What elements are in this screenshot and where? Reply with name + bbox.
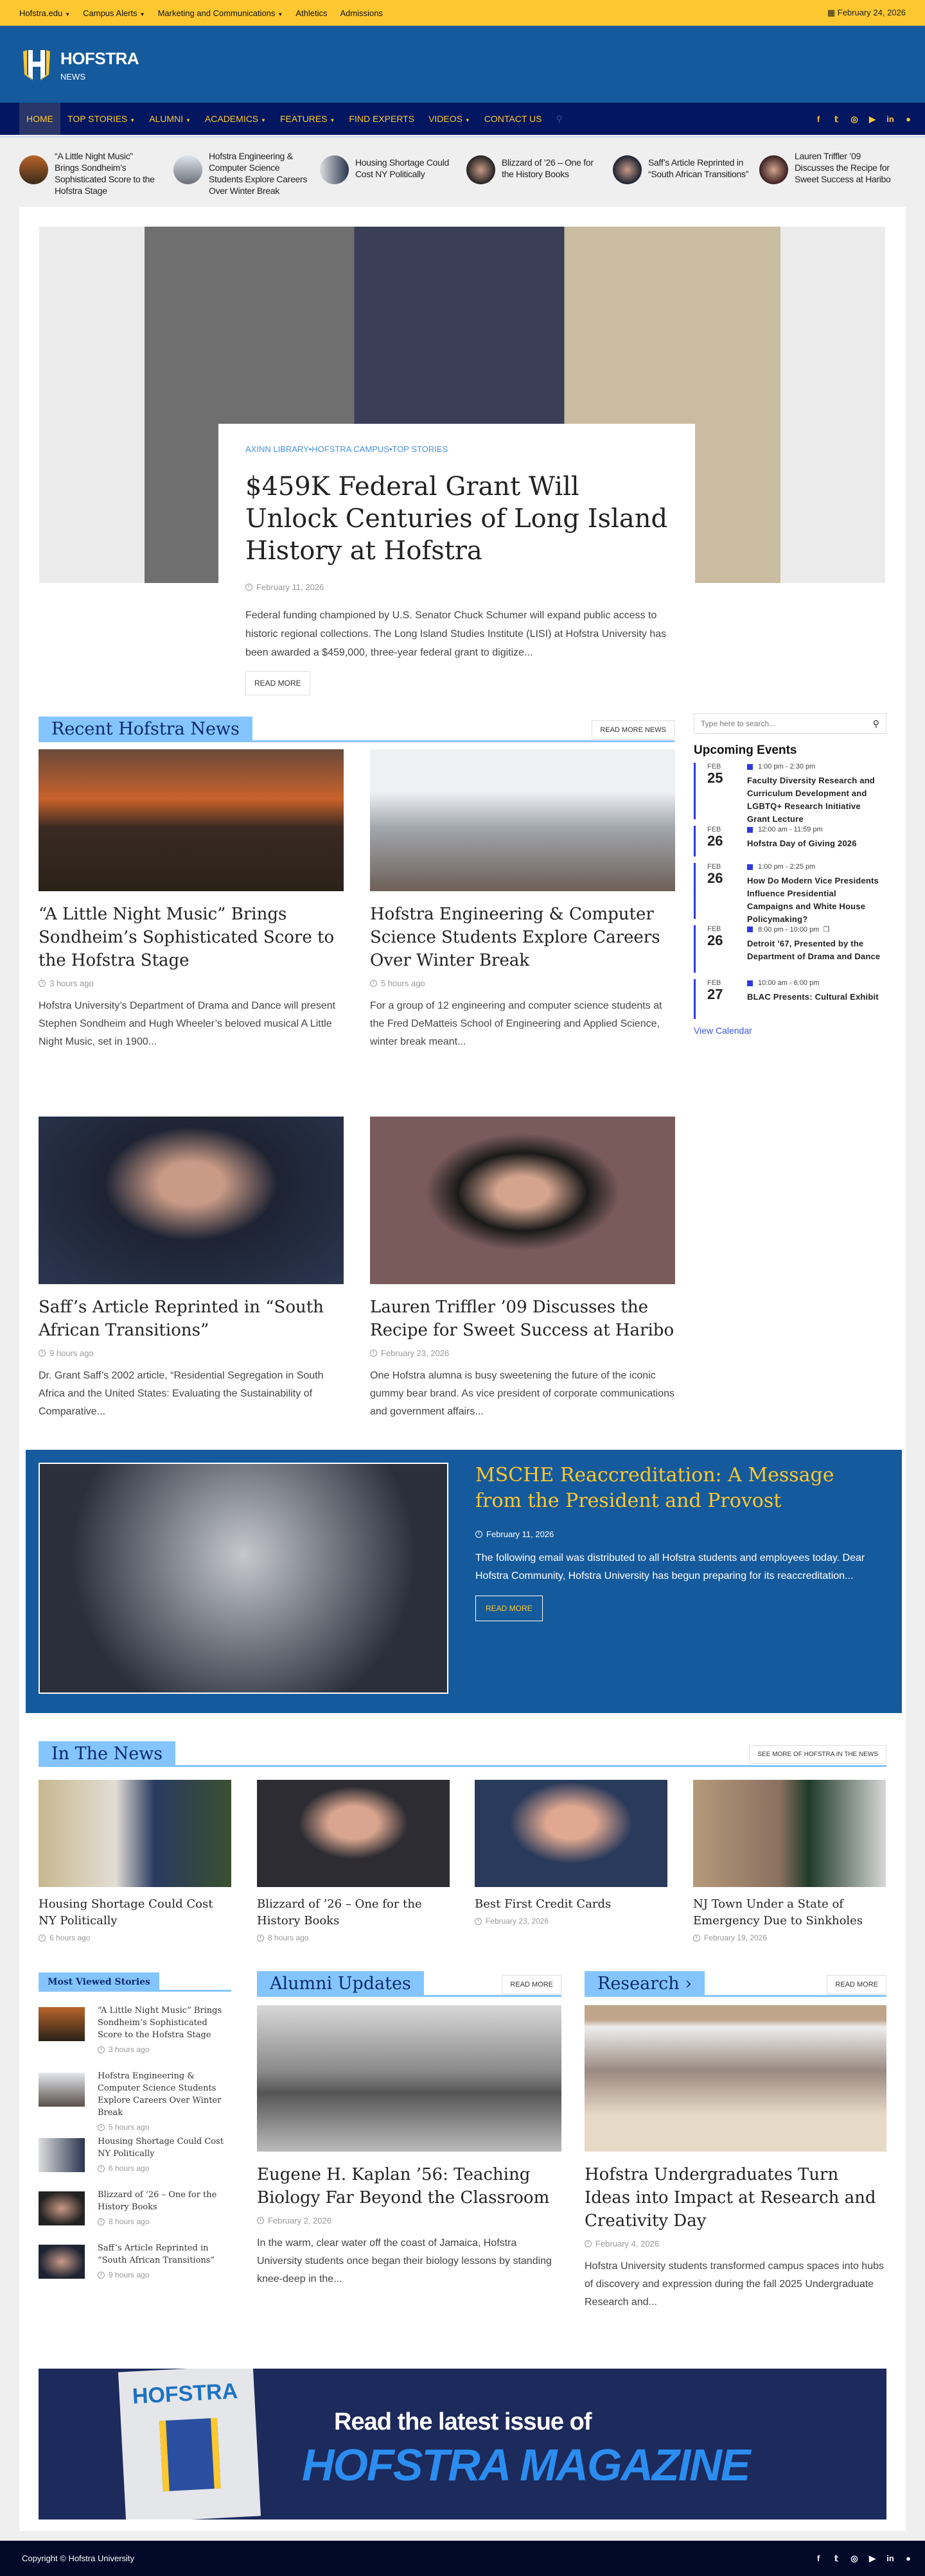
- facebook-icon[interactable]: f: [816, 2554, 820, 2563]
- flickr-icon[interactable]: ●: [906, 2554, 911, 2563]
- section-title: In The News: [39, 1741, 175, 1767]
- utility-bar: [0, 0, 925, 26]
- clock-icon: [585, 2240, 592, 2247]
- mention-time: February 23, 2026: [486, 1917, 549, 1926]
- item-title[interactable]: “A Little Night Music” Brings Sondheim’s Sophisticated Score to the Hofstra Stage: [98, 2006, 222, 2040]
- alumni-read-more-button[interactable]: READ MORE: [502, 1975, 561, 1994]
- twitter-icon[interactable]: 𝕥: [834, 114, 839, 124]
- nav-alumni[interactable]: [142, 103, 198, 135]
- mention-title[interactable]: Best First Credit Cards: [475, 1897, 612, 1911]
- link-label: Marketing and Communications: [157, 8, 276, 18]
- ticker-title: Hofstra Engineering & Computer Science Students Explore Careers Over Winter Break: [209, 151, 308, 196]
- mention-image: [257, 1780, 450, 1887]
- news-card[interactable]: [370, 1117, 675, 1421]
- card-title[interactable]: Lauren Triffler ’09 Discusses the Recipe for Sweet Success at Haribo: [370, 1298, 674, 1340]
- clock-icon: [693, 1935, 700, 1942]
- caret-down-icon: ▼: [185, 117, 191, 123]
- hero-excerpt: Federal funding championed by U.S. Senator Chuck Schumer will expand public access to historic regional collections. The Long Island Studies Institute (LISI) at Hofstra University has been awarded a $459,000, three-year federal grant to digitize...: [245, 610, 667, 658]
- item-thumbnail: [39, 2138, 85, 2172]
- mention-meta: [257, 1933, 450, 1942]
- card-meta: [39, 1348, 344, 1358]
- clock-icon: [98, 2165, 105, 2172]
- card-image: [39, 749, 344, 891]
- card-title[interactable]: Saff’s Article Reprinted in “South African Transitions”: [39, 1298, 324, 1340]
- card-time: 9 hours ago: [49, 1348, 94, 1358]
- social-links: [813, 114, 913, 125]
- topbar-link-admissions[interactable]: Admissions: [340, 8, 383, 18]
- link-label: Campus Alerts: [83, 8, 137, 18]
- ticker-thumbnail: [613, 155, 642, 184]
- event-month: FEB: [707, 826, 721, 833]
- card-meta: [370, 979, 675, 988]
- search-icon[interactable]: ⚲: [872, 718, 879, 729]
- topbar-link-athletics[interactable]: Athletics: [295, 8, 328, 18]
- nav-top-stories[interactable]: [60, 103, 142, 135]
- item-thumbnail: [39, 2007, 85, 2041]
- card-meta: [585, 2239, 886, 2249]
- card-image: [370, 1117, 675, 1284]
- event-month: FEB: [707, 925, 721, 933]
- mention-meta: [693, 1933, 886, 1942]
- card-time: 3 hours ago: [49, 979, 94, 988]
- ticker-thumbnail: [759, 155, 788, 184]
- event-day: 25: [707, 770, 723, 786]
- item-meta: [98, 2270, 231, 2279]
- ticker-item[interactable]: [173, 150, 320, 200]
- ticker-title: Housing Shortage Could Cost NY Politically: [355, 157, 449, 179]
- mention-title[interactable]: Blizzard of ’26 – One for the History Books: [257, 1897, 422, 1928]
- youtube-icon[interactable]: ▶: [869, 2554, 876, 2563]
- card-title[interactable]: Eugene H. Kaplan ’56: Teaching Biology Far Beyond the Classroom: [257, 2165, 550, 2207]
- clock-icon: [475, 1531, 482, 1538]
- mention-time: 8 hours ago: [268, 1933, 309, 1942]
- feature-read-more-button[interactable]: READ MORE: [475, 1596, 543, 1621]
- card-excerpt: Dr. Grant Saff’s 2002 article, “Residential Segregation in South Africa and the United States: Evaluating the Sustainability of Comparative...: [39, 1370, 324, 1417]
- item-meta: [98, 2217, 231, 2226]
- card-image: [257, 2005, 561, 2152]
- hero-meta: [245, 582, 668, 592]
- cover-title: HOFSTRA: [132, 2378, 239, 2409]
- ticker-item[interactable]: [759, 150, 906, 200]
- clock-icon: [98, 2046, 105, 2053]
- ticker-title: “A Little Night Music” Brings Sondheim’s Sophisticated Score to the Hofstra Stage: [55, 151, 155, 196]
- clock-icon: [370, 1350, 377, 1357]
- featured-article-band: [26, 1450, 902, 1713]
- most-viewed-item[interactable]: [39, 2189, 231, 2226]
- hofstra-shield-icon: [159, 2418, 221, 2492]
- card-excerpt: In the warm, clear water off the coast of Jamaica, Hofstra University students once began their biology lessons by standing knee-deep in the...: [257, 2238, 552, 2284]
- event-item[interactable]: [694, 925, 886, 973]
- card-excerpt: One Hofstra alumna is busy sweetening the future of the iconic gummy bear brand. As vice president of corporate communications and government affairs...: [370, 1370, 675, 1417]
- recent-news-header: [39, 717, 674, 742]
- item-time: 9 hours ago: [109, 2270, 150, 2279]
- banner-line2: HOFSTRA MAGAZINE: [302, 2440, 750, 2490]
- event-time: 1:00 pm - 2:25 pm: [758, 863, 816, 871]
- nav-find-experts[interactable]: FIND EXPERTS: [349, 114, 415, 124]
- upcoming-events-heading: Upcoming Events: [694, 744, 797, 757]
- caret-down-icon: ▼: [278, 11, 283, 17]
- nav-label: FEATURES: [279, 114, 328, 124]
- card-date: February 2, 2026: [268, 2216, 332, 2225]
- nav-label: ACADEMICS: [204, 114, 259, 124]
- clock-icon: [98, 2124, 105, 2131]
- news-card[interactable]: [370, 749, 675, 1051]
- card-title[interactable]: Hofstra Engineering & Computer Science Students Explore Careers Over Winter Break: [370, 905, 660, 970]
- clock-icon: [39, 1350, 46, 1357]
- event-name[interactable]: BLAC Presents: Cultural Exhibit: [747, 992, 879, 1002]
- event-day: 26: [707, 932, 723, 948]
- facebook-icon[interactable]: f: [816, 114, 820, 124]
- instagram-icon[interactable]: ◎: [850, 114, 858, 124]
- card-meta: [39, 979, 344, 988]
- view-calendar-link[interactable]: View Calendar: [694, 1025, 752, 1036]
- mention-image: [39, 1780, 231, 1887]
- flag-icon: [747, 980, 753, 986]
- card-title[interactable]: “A Little Night Music” Brings Sondheim’s Sophisticated Score to the Hofstra Stage: [39, 905, 335, 970]
- mention-time: 6 hours ago: [49, 1933, 91, 1942]
- news-card[interactable]: [39, 749, 344, 1051]
- brand-sub: NEWS: [60, 71, 85, 82]
- event-item[interactable]: [694, 979, 886, 1019]
- ticker-thumbnail: [466, 155, 495, 184]
- news-card[interactable]: [39, 1117, 344, 1421]
- site-logo[interactable]: [21, 49, 139, 82]
- card-time: February 23, 2026: [381, 1348, 450, 1358]
- most-viewed-item[interactable]: [39, 2136, 231, 2173]
- hero-read-more-button[interactable]: READ MORE: [245, 671, 310, 695]
- hero-date: February 11, 2026: [256, 582, 324, 592]
- event-name[interactable]: Faculty Diversity Research and Curriculum Development and LGBTQ+ Research Initiative Grant Lecture: [747, 776, 875, 824]
- card-meta: [370, 1348, 675, 1358]
- nav-contact-us[interactable]: CONTACT US: [484, 114, 542, 124]
- date-text: February 24, 2026: [837, 8, 906, 17]
- ticker-title: Blizzard of ’26 – One for the History Books: [502, 157, 594, 179]
- most-viewed-item[interactable]: [39, 2070, 231, 2132]
- hero-categories[interactable]: AXINN LIBRARY•HOFSTRA CAMPUS•TOP STORIES: [245, 444, 448, 454]
- caret-down-icon: ▼: [130, 117, 136, 123]
- feature-image[interactable]: [39, 1463, 448, 1694]
- item-thumbnail: [39, 2191, 85, 2225]
- alumni-card[interactable]: [257, 2005, 561, 2288]
- event-time: 12:00 am - 11:59 pm: [758, 826, 823, 833]
- item-time: 6 hours ago: [109, 2164, 150, 2173]
- clock-icon: [245, 584, 252, 591]
- ticker-item[interactable]: [320, 150, 466, 200]
- clock-icon: [39, 1935, 46, 1942]
- card-meta: [257, 2216, 561, 2225]
- event-day: 26: [707, 833, 723, 849]
- nav-label: VIDEOS: [428, 114, 463, 124]
- headline-ticker: [0, 136, 925, 200]
- clock-icon: [98, 2218, 105, 2225]
- clock-icon: [257, 1935, 264, 1942]
- current-date: [827, 8, 906, 18]
- event-item[interactable]: [694, 763, 886, 824]
- twitter-icon[interactable]: 𝕥: [834, 2554, 839, 2563]
- magazine-cover: [118, 2369, 261, 2519]
- alumni-updates-header: [257, 1971, 561, 1997]
- mention-title[interactable]: NJ Town Under a State of Emergency Due to Sinkholes: [693, 1897, 863, 1928]
- event-day: 27: [707, 986, 723, 1002]
- event-month: FEB: [707, 979, 721, 987]
- hofstra-shield-icon: [21, 49, 53, 82]
- card-image: [370, 749, 675, 891]
- most-viewed-item[interactable]: [39, 2005, 231, 2054]
- caret-down-icon: ▼: [330, 117, 335, 123]
- news-mention[interactable]: [257, 1780, 450, 1942]
- ticker-title: Lauren Triffler ’09 Discusses the Recipe for Sweet Success at Haribo: [795, 151, 891, 184]
- copyright: Copyright © Hofstra University: [22, 2554, 135, 2563]
- feature-date: February 11, 2026: [486, 1529, 554, 1539]
- linkedin-icon[interactable]: in: [886, 114, 894, 124]
- footer-social-links: [813, 2554, 913, 2564]
- topbar-link-marketing[interactable]: [158, 8, 283, 18]
- card-date: February 4, 2026: [595, 2239, 660, 2249]
- topbar-link-hofstra[interactable]: [19, 8, 70, 18]
- recurring-icon: ❐: [823, 926, 830, 934]
- card-image: [39, 1117, 344, 1284]
- mention-image: [693, 1780, 886, 1887]
- item-title[interactable]: Blizzard of ’26 – One for the History Books: [98, 2190, 217, 2212]
- most-viewed-header: [39, 1972, 231, 1992]
- event-name[interactable]: How Do Modern Vice Presidents Influence Presidential Campaigns and White House Policymaking?: [747, 876, 879, 924]
- news-mention[interactable]: [475, 1780, 667, 1926]
- mention-title[interactable]: Housing Shortage Could Cost NY Politically: [39, 1897, 213, 1928]
- read-more-news-button[interactable]: READ MORE NEWS: [592, 720, 674, 740]
- brand-name: HOFSTRA: [60, 48, 139, 68]
- search-icon[interactable]: ⚲: [556, 114, 563, 124]
- clock-icon: [98, 2272, 105, 2279]
- nav-features[interactable]: [273, 103, 342, 135]
- feature-title[interactable]: MSCHE Reaccreditation: A Message from the President and Provost: [475, 1464, 834, 1512]
- card-excerpt: For a group of 12 engineering and computer science students at the Fred DeMatteis School of Engineering and Applied Science, winter break meant...: [370, 1000, 662, 1047]
- item-meta: [98, 2123, 231, 2132]
- event-name[interactable]: Hofstra Day of Giving 2026: [747, 839, 857, 848]
- item-time: 5 hours ago: [109, 2123, 150, 2132]
- research-card[interactable]: [585, 2005, 886, 2311]
- flickr-icon[interactable]: ●: [906, 114, 911, 124]
- research-read-more-button[interactable]: READ MORE: [827, 1975, 886, 1994]
- card-excerpt: Hofstra University students transformed campus spaces into hubs of discovery and expression during the fall 2025 Undergraduate Research and...: [585, 2261, 884, 2308]
- news-mention[interactable]: [693, 1780, 886, 1942]
- main-nav: [0, 103, 925, 135]
- magazine-banner[interactable]: [39, 2369, 886, 2519]
- ticker-item[interactable]: [613, 150, 759, 200]
- hero-article: [218, 424, 695, 706]
- section-title: Recent Hofstra News: [39, 717, 252, 742]
- banner-line1: Read the latest issue of: [334, 2408, 592, 2435]
- nav-academics[interactable]: [198, 103, 273, 135]
- ticker-title: Saff’s Article Reprinted in “South African Transitions”: [648, 157, 749, 179]
- item-meta: [98, 2045, 231, 2054]
- see-more-news-button[interactable]: SEE MORE OF HOFSTRA IN THE NEWS: [749, 1745, 886, 1764]
- event-time: 8:00 pm - 10:00 pm: [758, 925, 820, 934]
- event-item[interactable]: [694, 826, 886, 857]
- flag-icon: [747, 864, 753, 870]
- feature-meta: [475, 1529, 874, 1539]
- ticker-item[interactable]: [466, 150, 613, 200]
- item-time: 3 hours ago: [109, 2045, 150, 2054]
- event-day: 26: [707, 870, 723, 886]
- event-time: 10:00 am - 6:00 pm: [758, 979, 820, 987]
- mention-meta: [39, 1933, 231, 1942]
- event-month: FEB: [707, 763, 721, 770]
- ticker-thumbnail: [19, 155, 48, 184]
- clock-icon: [257, 2217, 264, 2224]
- card-title[interactable]: Hofstra Undergraduates Turn Ideas into Impact at Research and Creativity Day: [585, 2165, 876, 2231]
- linkedin-icon[interactable]: in: [886, 2554, 894, 2563]
- card-image: [585, 2005, 886, 2152]
- nav-home[interactable]: HOME: [19, 103, 60, 135]
- flag-icon: [747, 927, 753, 932]
- link-label: Hofstra.edu: [19, 8, 63, 18]
- search-placeholder: Type here to search...: [701, 719, 776, 728]
- item-thumbnail: [39, 2073, 85, 2107]
- youtube-icon[interactable]: ▶: [869, 114, 876, 124]
- mention-time: February 19, 2026: [704, 1933, 768, 1942]
- search-input[interactable]: [694, 713, 886, 734]
- caret-down-icon: ▼: [464, 117, 470, 123]
- ticker-thumbnail: [173, 155, 202, 184]
- flag-icon: [747, 764, 753, 770]
- research-header: [585, 1971, 886, 1997]
- event-name[interactable]: Detroit ’67, Presented by the Department of Drama and Dance: [747, 939, 881, 961]
- flag-icon: [747, 827, 753, 833]
- item-time: 8 hours ago: [109, 2217, 150, 2226]
- mention-meta: [475, 1917, 667, 1926]
- section-title: Alumni Updates: [257, 1971, 424, 1997]
- ticker-item[interactable]: [19, 150, 166, 200]
- event-item[interactable]: [694, 863, 886, 924]
- item-title[interactable]: Housing Shortage Could Cost NY Politically: [98, 2137, 224, 2159]
- clock-icon: [475, 1918, 482, 1925]
- caret-down-icon: ▼: [65, 11, 71, 17]
- card-time: 5 hours ago: [381, 979, 425, 988]
- site-header: [0, 26, 925, 103]
- section-title: Most Viewed Stories: [39, 1972, 159, 1992]
- news-mention[interactable]: [39, 1780, 231, 1942]
- caret-down-icon: ▼: [261, 117, 266, 123]
- section-title[interactable]: Research ›: [585, 1971, 705, 1997]
- clock-icon: [370, 980, 377, 987]
- clock-icon: [39, 980, 46, 987]
- feature-excerpt: The following email was distributed to all Hofstra students and employees today. Dear Hofstra Community, Hofstra University has begun preparing for its reaccreditation...: [475, 1553, 865, 1581]
- mention-image: [475, 1780, 667, 1887]
- item-meta: [98, 2164, 231, 2173]
- most-viewed-item[interactable]: [39, 2242, 231, 2279]
- item-title[interactable]: Hofstra Engineering & Computer Science Students Explore Careers Over Winter Break: [98, 2071, 222, 2118]
- nav-label: ALUMNI: [149, 114, 184, 124]
- ticker-thumbnail: [320, 155, 349, 184]
- event-time: 1:00 pm - 2:30 pm: [758, 763, 816, 770]
- item-title[interactable]: Saff’s Article Reprinted in “South African Transitions”: [98, 2243, 215, 2265]
- site-footer: [0, 2541, 925, 2576]
- caret-down-icon: ▼: [139, 11, 145, 17]
- hero-title[interactable]: $459K Federal Grant Will Unlock Centuries of Long Island History at Hofstra: [245, 472, 668, 566]
- topbar-link-campus-alerts[interactable]: [83, 8, 145, 18]
- instagram-icon[interactable]: ◎: [850, 2554, 858, 2563]
- in-the-news-header: [39, 1741, 886, 1767]
- item-thumbnail: [39, 2245, 85, 2279]
- card-excerpt: Hofstra University’s Department of Drama and Dance will present Stephen Sondheim and Hugh Wheeler’s beloved musical A Little Night Music, set in 1900...: [39, 1000, 336, 1047]
- calendar-icon: ▦: [827, 8, 838, 17]
- nav-videos[interactable]: [421, 103, 477, 135]
- event-month: FEB: [707, 863, 721, 871]
- nav-label: TOP STORIES: [67, 114, 128, 124]
